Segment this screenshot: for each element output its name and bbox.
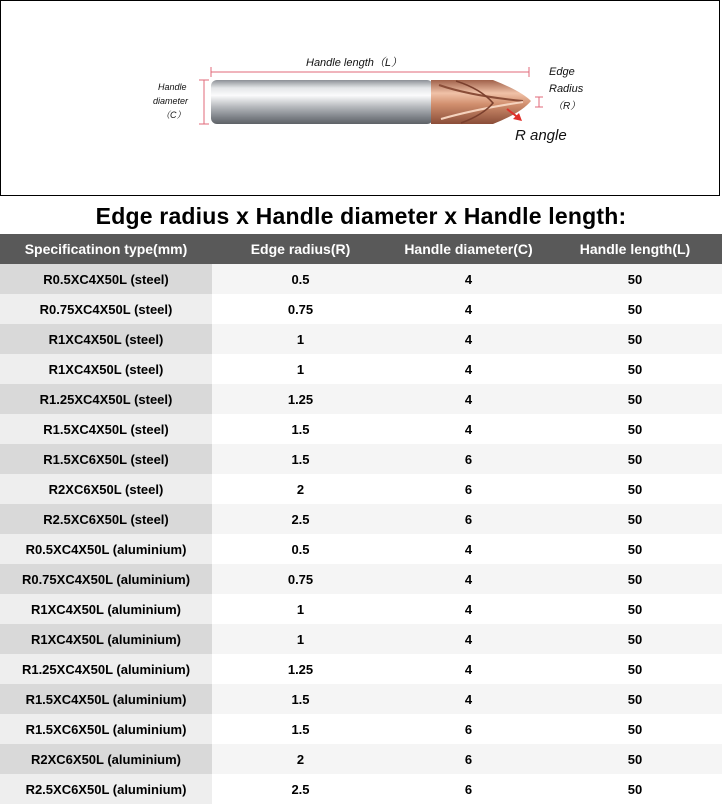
table-cell: 2	[212, 744, 389, 774]
page-title: Edge radius x Handle diameter x Handle length:	[95, 203, 627, 229]
table-cell: 6	[389, 474, 548, 504]
table-cell: R2XC6X50L (aluminium)	[0, 744, 212, 774]
table-cell: 50	[548, 444, 722, 474]
table-row	[0, 294, 722, 324]
table-cell: 50	[548, 354, 722, 384]
table-cell: 6	[389, 714, 548, 744]
table-cell: 1	[212, 594, 389, 624]
table-cell: 50	[548, 624, 722, 654]
table-cell: 1.5	[212, 414, 389, 444]
table-row	[0, 264, 722, 294]
table-cell: R1XC4X50L (aluminium)	[0, 624, 212, 654]
table-cell: R1.25XC4X50L (steel)	[0, 384, 212, 414]
spec-table	[0, 234, 722, 804]
table-cell: R1.5XC6X50L (aluminium)	[0, 714, 212, 744]
table-cell: R0.5XC4X50L (aluminium)	[0, 534, 212, 564]
table-row	[0, 414, 722, 444]
table-cell: 6	[389, 444, 548, 474]
table-cell: R1.5XC6X50L (steel)	[0, 444, 212, 474]
table-cell: 50	[548, 534, 722, 564]
table-cell: R1XC4X50L (steel)	[0, 324, 212, 354]
table-cell: 0.5	[212, 534, 389, 564]
table-row	[0, 564, 722, 594]
table-header-row	[0, 234, 722, 264]
table-body	[0, 264, 722, 804]
handle-diameter-label: diameter	[153, 96, 189, 106]
table-row	[0, 654, 722, 684]
edge-radius-label: Edge	[549, 66, 575, 78]
table-cell: 0.75	[212, 564, 389, 594]
handle-diameter-label: （C）	[161, 110, 186, 120]
r-angle-label: R angle	[515, 127, 567, 144]
table-row	[0, 774, 722, 804]
edge-radius-label: Radius	[549, 83, 584, 95]
table-cell: 4	[389, 654, 548, 684]
table-cell: 50	[548, 714, 722, 744]
table-row	[0, 504, 722, 534]
table-cell: 4	[389, 414, 548, 444]
table-cell: 50	[548, 294, 722, 324]
table-cell: 4	[389, 324, 548, 354]
table-cell: 6	[389, 774, 548, 804]
table-cell: 4	[389, 294, 548, 324]
table-cell: 6	[389, 504, 548, 534]
table-cell: 50	[548, 684, 722, 714]
table-row	[0, 354, 722, 384]
column-header: Edge radius(R)	[212, 234, 389, 264]
table-row	[0, 594, 722, 624]
table-cell: 1.25	[212, 654, 389, 684]
table-cell: 2	[212, 474, 389, 504]
table-cell: 2.5	[212, 504, 389, 534]
table-cell: 4	[389, 594, 548, 624]
table-cell: 1.25	[212, 384, 389, 414]
table-cell: R0.75XC4X50L (aluminium)	[0, 564, 212, 594]
table-cell: 50	[548, 414, 722, 444]
edge-radius-label: （R）	[553, 101, 581, 112]
table-cell: 4	[389, 264, 548, 294]
table-cell: 4	[389, 624, 548, 654]
table-cell: 0.75	[212, 294, 389, 324]
table-cell: R1XC4X50L (steel)	[0, 354, 212, 384]
table-cell: R1XC4X50L (aluminium)	[0, 594, 212, 624]
table-cell: 1	[212, 324, 389, 354]
table-row	[0, 444, 722, 474]
table-cell: 50	[548, 774, 722, 804]
table-cell: 1	[212, 624, 389, 654]
table-cell: 50	[548, 654, 722, 684]
table-cell: R0.5XC4X50L (steel)	[0, 264, 212, 294]
table-cell: 4	[389, 384, 548, 414]
table-cell: 6	[389, 744, 548, 774]
table-cell: 4	[389, 684, 548, 714]
table-row	[0, 474, 722, 504]
table-cell: 1.5	[212, 444, 389, 474]
table-cell: R2.5XC6X50L (aluminium)	[0, 774, 212, 804]
handle-diameter-label: Handle	[158, 82, 187, 92]
end-mill-illustration	[1, 1, 721, 197]
table-cell: 2.5	[212, 774, 389, 804]
table-row	[0, 324, 722, 354]
table-cell: R0.75XC4X50L (steel)	[0, 294, 212, 324]
table-cell: 50	[548, 384, 722, 414]
table-cell: 50	[548, 504, 722, 534]
handle-length-label: Handle length（L）	[306, 57, 403, 69]
table-row	[0, 714, 722, 744]
table-cell: 50	[548, 324, 722, 354]
table-cell: 4	[389, 564, 548, 594]
column-header: Specificatinon type(mm)	[0, 234, 212, 264]
table-cell: R2.5XC6X50L (steel)	[0, 504, 212, 534]
table-row	[0, 624, 722, 654]
table-cell: 50	[548, 744, 722, 774]
table-cell: 50	[548, 564, 722, 594]
table-row	[0, 384, 722, 414]
table-cell: 50	[548, 474, 722, 504]
table-cell: R1.5XC4X50L (steel)	[0, 414, 212, 444]
table-cell: 1	[212, 354, 389, 384]
table-cell: R2XC6X50L (steel)	[0, 474, 212, 504]
column-header: Handle length(L)	[548, 234, 722, 264]
table-cell: 1.5	[212, 684, 389, 714]
table-cell: 1.5	[212, 714, 389, 744]
table-cell: R1.5XC4X50L (aluminium)	[0, 684, 212, 714]
table-cell: 50	[548, 264, 722, 294]
table-cell: 4	[389, 354, 548, 384]
table-row	[0, 744, 722, 774]
table-row	[0, 534, 722, 564]
table-row	[0, 684, 722, 714]
table-cell: 50	[548, 594, 722, 624]
table-cell: R1.25XC4X50L (aluminium)	[0, 654, 212, 684]
tool-shank	[211, 80, 433, 124]
table-cell: 0.5	[212, 264, 389, 294]
column-header: Handle diameter(C)	[389, 234, 548, 264]
tool-diagram	[0, 0, 720, 196]
table-cell: 4	[389, 534, 548, 564]
